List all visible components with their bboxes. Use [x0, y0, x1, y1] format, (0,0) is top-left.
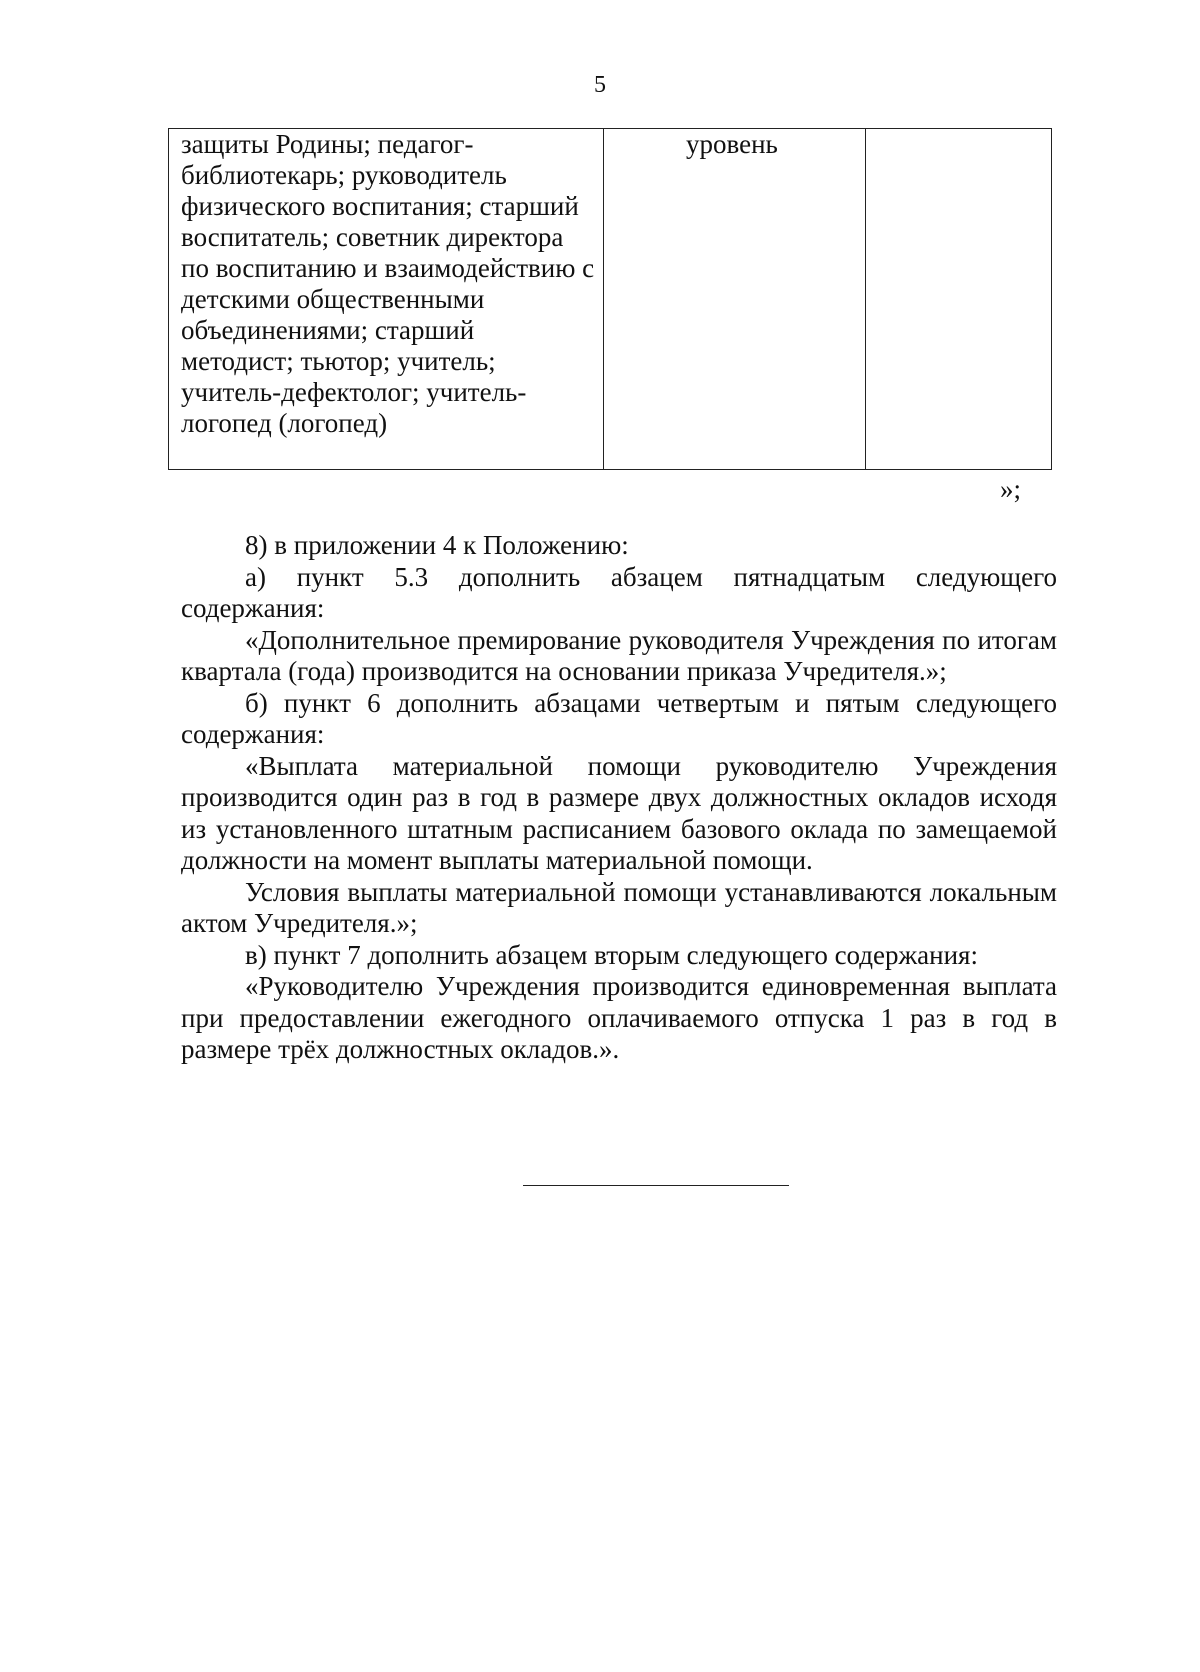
paragraph-conditions: Условия выплаты материальной помощи устанавливаются локальным актом Учредителя.»;	[181, 876, 1057, 938]
paragraph-subitem-a: а) пункт 5.3 дополнить абзацем пятнадцатым следующего содержания:	[181, 561, 1057, 623]
paragraph-item-8: 8) в приложении 4 к Положению:	[245, 530, 629, 560]
table-cell-line: библиотекарь; руководитель	[181, 160, 507, 190]
table-cell-line: методист; тьютор; учитель;	[181, 346, 496, 376]
table-cell-line: воспитатель; советник директора	[181, 222, 564, 252]
end-divider	[523, 1185, 789, 1186]
closing-quote: »;	[1000, 474, 1022, 504]
document-body	[181, 530, 1057, 1066]
positions-table	[168, 128, 1052, 470]
paragraph-subitem-b: б) пункт 6 дополнить абзацами четвертым и пятым следующего содержания:	[181, 687, 1057, 749]
table-cell-line: объединениями; старший	[181, 315, 475, 345]
page-number: 5	[594, 72, 606, 98]
table-cell-line: по воспитанию и взаимодействию с	[181, 253, 595, 283]
table-cell-empty	[866, 129, 1051, 469]
table-cell-level: уровень	[604, 129, 866, 469]
table-cell-positions	[169, 129, 604, 469]
paragraph-subitem-v: в) пункт 7 дополнить абзацем вторым следующего содержания:	[245, 939, 978, 970]
paragraph-quote-aid: «Выплата материальной помощи руководителю Учреждения производится один раз в год в размере двух должностных окладов исходя из установленного штатным расписанием базового оклада по замещаемой должности на момент выплаты материальной помощи.	[181, 750, 1057, 875]
paragraph-quote-bonus: «Дополнительное премирование руководителя Учреждения по итогам квартала (года) производится на основании приказа Учредителя.»;	[181, 624, 1057, 686]
table-cell-line: физического воспитания; старший	[181, 191, 579, 221]
table-cell-line: детскими общественными	[181, 284, 485, 314]
paragraph-quote-leave: «Руководителю Учреждения производится единовременная выплата при предоставлении ежегодного оплачиваемого отпуска 1 раз в год в размере трёх должностных окладов.».	[181, 971, 1057, 1064]
table-cell-line: логопед (логопед)	[181, 408, 388, 438]
table-cell-line: учитель-дефектолог; учитель-	[181, 377, 527, 407]
table-cell-line: защиты Родины; педагог-	[181, 129, 474, 159]
